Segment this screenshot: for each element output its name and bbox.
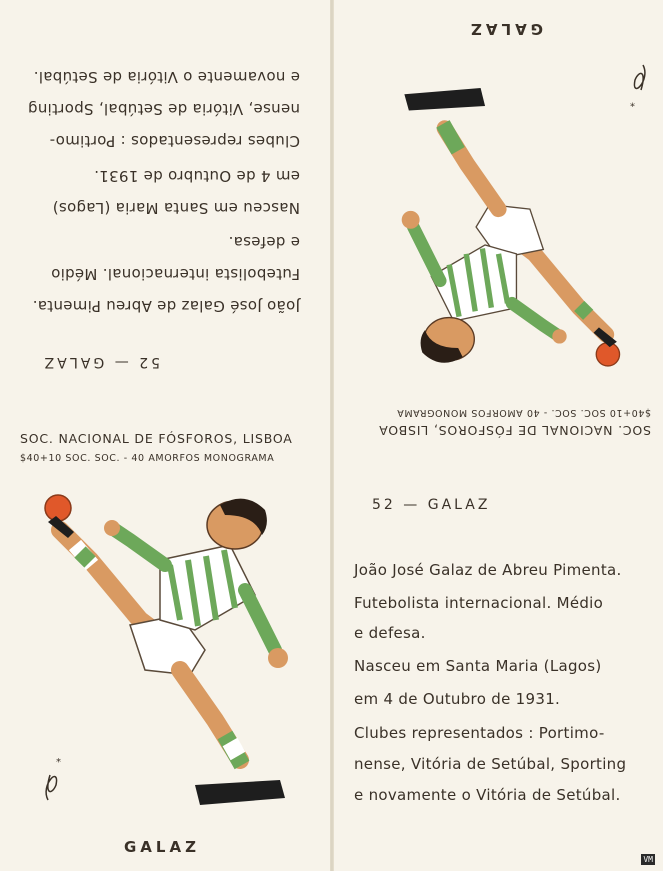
upside-down-bio-line: Futebolista internacional. Médio — [50, 265, 300, 283]
bio-line: Futebolista internacional. Médio — [354, 594, 604, 612]
upside-down-signature-icon — [623, 60, 653, 110]
upside-down-publisher-line2: $40+10 SOC. SOC. - 40 AMORFOS MONOGRAMA — [396, 407, 651, 418]
upside-down-bio-line: e defesa. — [228, 233, 300, 251]
publisher-line1: SOC. NACIONAL DE FÓSFOROS, LISBOA — [20, 431, 293, 446]
bio-line: em 4 de Outubro de 1931. — [354, 690, 561, 708]
svg-text:*: * — [56, 757, 61, 768]
bio-line: João José Galaz de Abreu Pimenta. — [354, 561, 622, 579]
upside-down-bio-line: e novamente o Vitória de Setúbal. — [33, 68, 300, 86]
upside-down-bio-line: nense, Vitória de Setúbal, Sporting — [27, 100, 300, 118]
bio-line: e novamente o Vitória de Setúbal. — [354, 786, 621, 804]
bio-line: nense, Vitória de Setúbal, Sporting — [354, 755, 627, 773]
bio-line: Nasceu em Santa Maria (Lagos) — [354, 657, 602, 675]
svg-text:*: * — [630, 97, 635, 108]
upside-down-player-name: GALAZ — [467, 20, 543, 38]
upside-down-publisher-line1: SOC. NACIONAL DE FÓSFOROS, LISBOA — [378, 423, 651, 438]
upside-down-footballer-illustration-icon — [373, 62, 633, 392]
ball-icon — [45, 495, 71, 521]
bio-line: Clubes representados : Portimo- — [354, 724, 605, 742]
footballer-illustration-icon — [30, 480, 320, 820]
publisher-line2: $40+10 SOC. SOC. - 40 AMORFOS MONOGRAMA — [20, 453, 275, 464]
corner-mark: VM — [643, 855, 653, 864]
upside-down-illustration-block — [334, 0, 663, 440]
right-panel — [334, 0, 663, 871]
left-panel — [0, 0, 330, 871]
upside-down-bio-block — [0, 0, 330, 430]
artist-signature-icon — [38, 755, 68, 805]
upside-down-bio-line: João José Galaz de Abreu Pimenta. — [32, 297, 300, 315]
upside-down-bio-line: Clubes representados : Portimo- — [49, 132, 300, 150]
upside-down-bio-line: Nasceu em Santa Maria (Lagos) — [52, 199, 300, 217]
upside-down-number-title: 52 — GALAZ — [41, 354, 160, 370]
player-name: GALAZ — [124, 838, 200, 856]
number-title: 52 — GALAZ — [372, 497, 491, 513]
bio-line: e defesa. — [354, 624, 426, 642]
upside-down-bio-line: em 4 de Outubro de 1931. — [93, 167, 300, 185]
